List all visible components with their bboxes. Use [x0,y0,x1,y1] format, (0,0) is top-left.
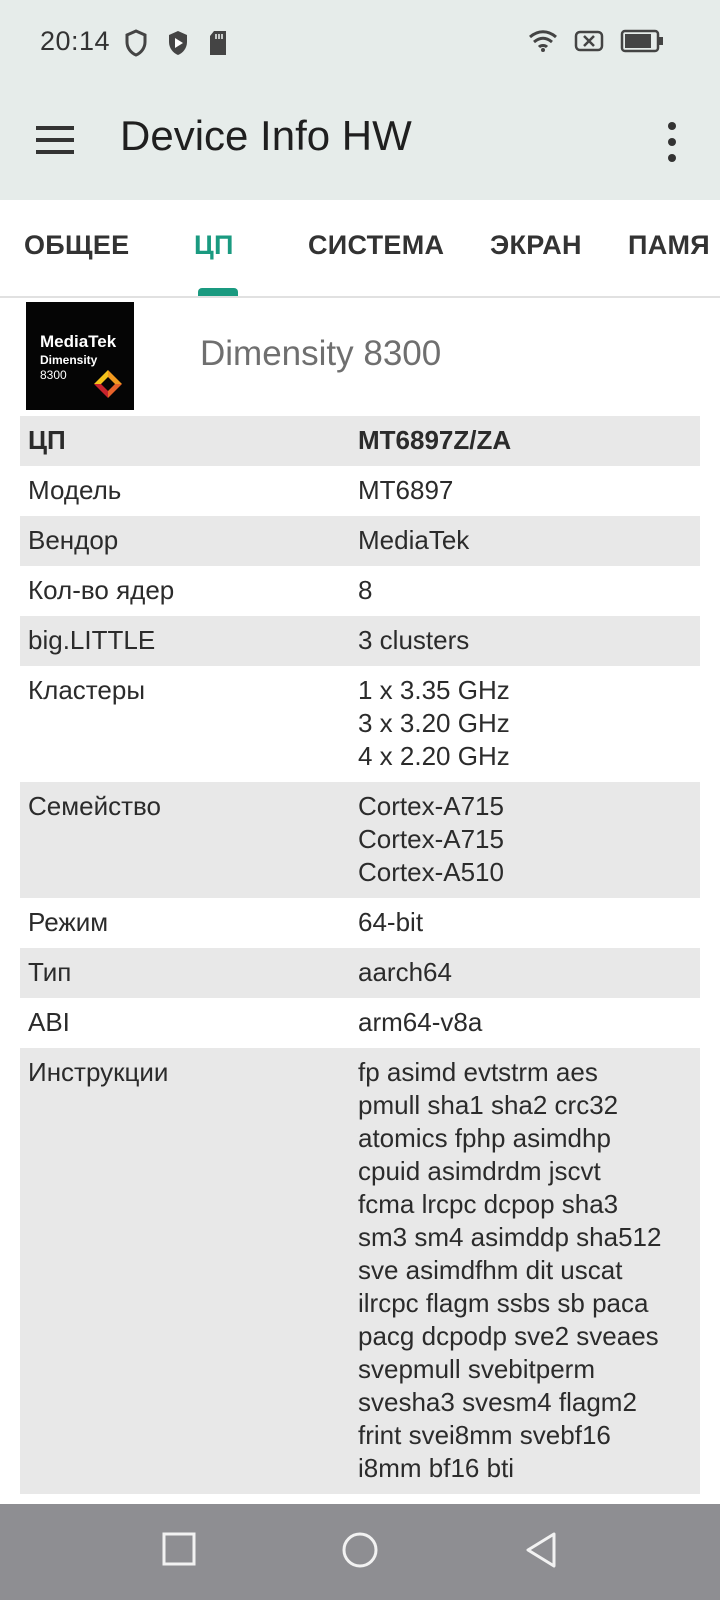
sd-card-icon [208,29,228,62]
spec-value [358,1006,700,1039]
home-circle-icon[interactable] [340,1530,380,1575]
tab-bar [0,200,720,298]
spec-row [20,1048,700,1494]
spec-value-line: sm3 sm4 asimddp sha512 [358,1222,662,1252]
spec-value-line: svesha3 svesm4 flagm2 [358,1387,637,1417]
spec-value-line: i8mm bf16 bti [358,1453,515,1483]
hamburger-menu-icon[interactable] [28,112,84,168]
app-bar [0,86,720,200]
spec-value-line: 64-bit [358,907,424,937]
spec-row [20,616,700,666]
spec-value [358,1056,700,1485]
spec-value-line: MT6897 [358,475,454,505]
spec-key: Семейство [28,791,161,821]
spec-value [358,624,700,657]
active-tab-indicator [198,288,238,296]
wifi-icon [528,29,558,58]
spec-value-line: 4 x 2.20 GHz [358,741,510,771]
spec-value [358,790,700,889]
spec-value-line: fp asimd evtstrm aes [358,1057,598,1087]
more-vertical-icon[interactable] [652,112,692,168]
mediatek-logo [26,302,134,410]
spec-row [20,466,700,516]
spec-row [20,416,700,466]
spec-value-line: 1 x 3.35 GHz [358,675,510,705]
tab-memory[interactable]: ПАМЯ [628,230,711,260]
spec-value-line: pacg dcpodp sve2 sveaes [358,1321,659,1351]
spec-value-line: sve asimdfhm dit uscat [358,1255,623,1285]
app-title: Device Info HW [120,112,412,159]
logo-line3: 8300 [40,368,67,382]
dimensity-mark-icon [92,368,124,400]
chip-name: Dimensity 8300 [200,334,442,373]
spec-value-line: aarch64 [358,957,452,987]
status-time: 20:14 [40,26,111,56]
navigation-bar [0,1504,720,1600]
tab-general[interactable]: ОБЩЕЕ [24,230,130,260]
spec-value-line: Cortex-A510 [358,857,504,887]
spec-value [358,474,700,507]
spec-value [358,424,700,457]
recents-square-icon[interactable] [160,1530,200,1575]
spec-value-line: pmull sha1 sha2 crc32 [358,1090,619,1120]
spec-row [20,782,700,898]
logo-line2: Dimensity [40,353,98,367]
shield-outline-icon [124,29,148,62]
spec-row [20,566,700,616]
battery-icon [620,29,664,58]
spec-key: Кол-во ядер [28,575,175,605]
spec-row [20,998,700,1048]
spec-key: ABI [28,1007,70,1037]
spec-row [20,666,700,782]
spec-value [358,956,700,989]
spec-value-line: fcma lrcpc dcpop sha3 [358,1189,619,1219]
spec-key: Тип [28,957,72,987]
shield-play-icon [166,29,190,62]
spec-row [20,948,700,998]
spec-value [358,906,700,939]
spec-value-line: Cortex-A715 [358,791,504,821]
spec-value-line: ilrcpc flagm ssbs sb paca [358,1288,649,1318]
spec-value [358,524,700,557]
spec-value-line: 3 clusters [358,625,470,655]
spec-key: big.LITTLE [28,625,156,655]
spec-value [358,674,700,773]
cpu-content [20,300,700,1544]
chip-header [20,300,700,416]
spec-row [20,898,700,948]
spec-key: Режим [28,907,109,937]
back-triangle-icon[interactable] [522,1530,562,1575]
spec-value-line: MT6897Z/ZA [358,425,512,455]
spec-key: Инструкции [28,1057,169,1087]
spec-value-line: arm64-v8a [358,1007,483,1037]
spec-value-line: 3 x 3.20 GHz [358,708,510,738]
spec-key: Кластеры [28,675,145,705]
spec-value-line: Cortex-A715 [358,824,504,854]
spec-value-line: 8 [358,575,373,605]
spec-value-line: cpuid asimdrdm jscvt [358,1156,601,1186]
spec-key: Модель [28,475,122,505]
no-sim-icon [574,29,604,58]
tab-system[interactable]: СИСТЕМА [308,230,445,260]
spec-value-line: MediaTek [358,525,470,555]
status-bar [0,0,720,86]
spec-value-line: frint svei8mm svebf16 [358,1420,611,1450]
logo-brand: MediaTek [40,332,117,351]
spec-table [20,416,700,1544]
spec-value-line: svepmull svebitperm [358,1354,595,1384]
spec-value [358,574,700,607]
spec-key: Вендор [28,525,119,555]
spec-value-line: atomics fphp asimdhp [358,1123,611,1153]
spec-key: ЦП [28,425,66,455]
tab-cpu[interactable]: ЦП [194,230,234,260]
tab-display[interactable]: ЭКРАН [490,230,582,260]
spec-row [20,516,700,566]
